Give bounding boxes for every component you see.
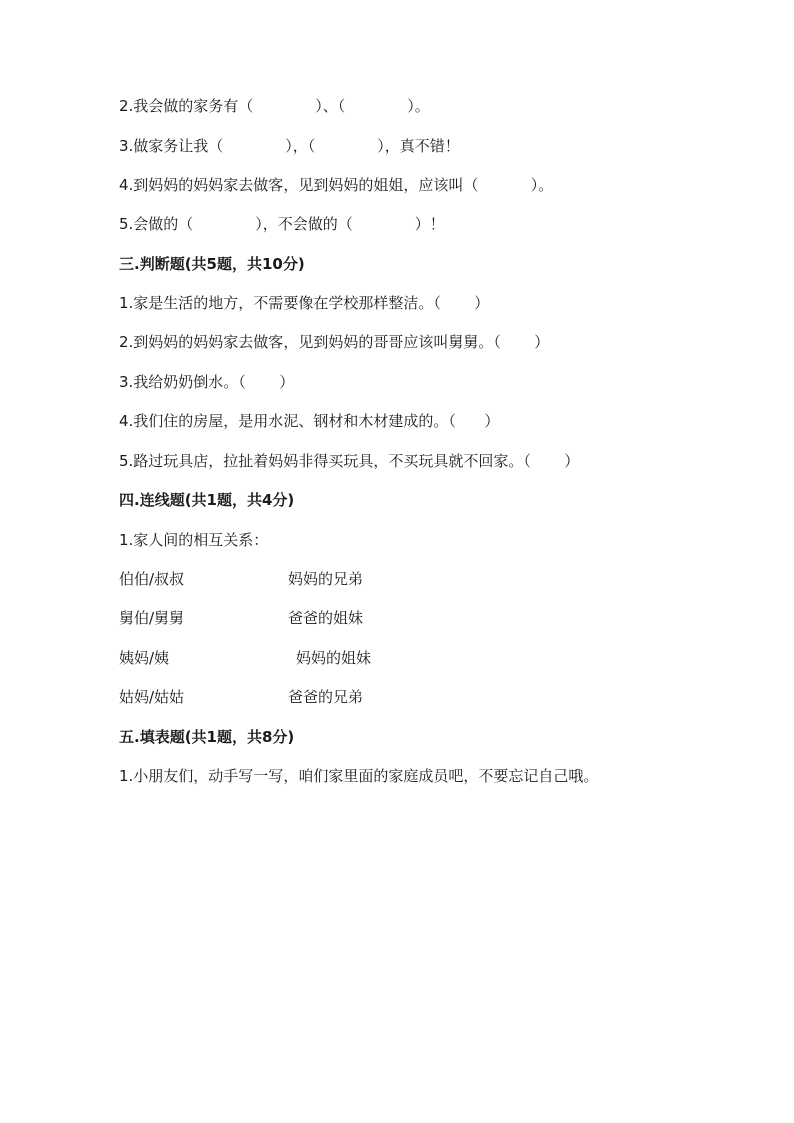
match-left-item: 舅伯/舅舅 xyxy=(119,609,185,627)
section-4-heading: 四.连线题(共1题，共4分) xyxy=(119,491,295,509)
fill-question-2: 2.我会做的家务有（ ）、（ ）。 xyxy=(119,97,430,115)
match-right-item: 妈妈的兄弟 xyxy=(288,570,364,588)
match-question-1: 1.家人间的相互关系： xyxy=(119,531,269,549)
section-3-heading: 三.判断题(共5题，共10分) xyxy=(119,255,305,273)
table-question-1: 1.小朋友们，动手写一写，咱们家里面的家庭成员吧，不要忘记自己哦。 xyxy=(119,767,599,785)
match-right-item: 妈妈的姐妹 xyxy=(296,649,372,667)
match-left-item: 姨妈/姨 xyxy=(119,649,170,667)
judge-question-2: 2.到妈妈的妈妈家去做客，见到妈妈的哥哥应该叫舅舅。（ ） xyxy=(119,333,550,351)
judge-question-5: 5.路过玩具店，拉扯着妈妈非得买玩具，不买玩具就不回家。（ ） xyxy=(119,452,580,470)
judge-question-3: 3.我给奶奶倒水。（ ） xyxy=(119,373,295,391)
section-5-heading: 五.填表题(共1题，共8分) xyxy=(119,728,295,746)
match-right-item: 爸爸的姐妹 xyxy=(288,609,364,627)
judge-question-4: 4.我们住的房屋，是用水泥、钢材和木材建成的。（ ） xyxy=(119,412,500,430)
judge-question-1: 1.家是生活的地方，不需要像在学校那样整洁。（ ） xyxy=(119,294,490,312)
match-right-item: 爸爸的兄弟 xyxy=(288,688,364,706)
match-left-item: 姑妈/姑姑 xyxy=(119,688,185,706)
fill-question-3: 3.做家务让我（ ），（ ），真不错！ xyxy=(119,137,460,155)
fill-question-5: 5.会做的（ ），不会做的（ ）！ xyxy=(119,215,445,233)
fill-question-4: 4.到妈妈的妈妈家去做客，见到妈妈的姐姐，应该叫（ ）。 xyxy=(119,176,554,194)
match-left-item: 伯伯/叔叔 xyxy=(119,570,185,588)
